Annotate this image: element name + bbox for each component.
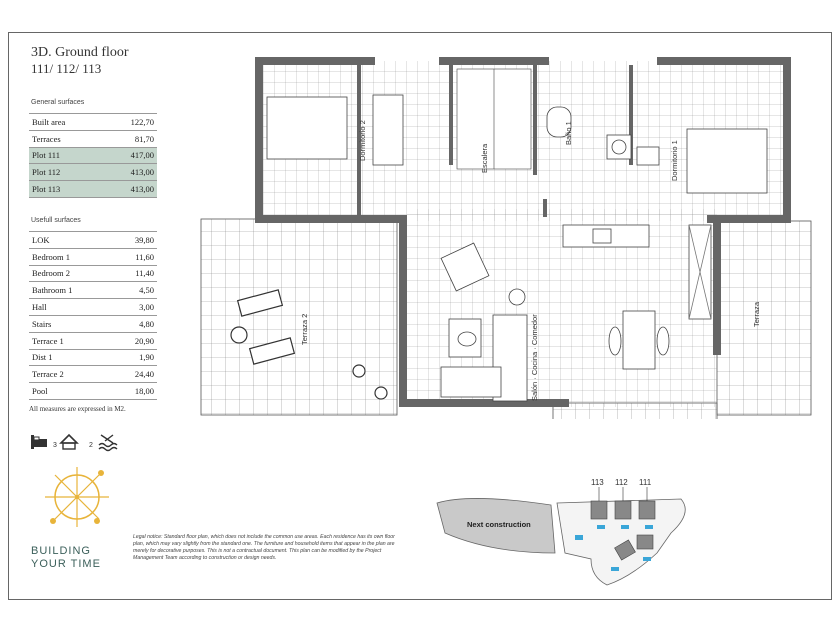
stairs (457, 69, 531, 169)
table-row (29, 164, 157, 181)
bed-2 (267, 97, 347, 159)
useful-surfaces-heading: Usefull surfaces (31, 217, 81, 224)
row-label: Dist 1 (29, 349, 112, 366)
bed-icon (31, 435, 47, 449)
table-row (29, 315, 157, 332)
row-label: Stairs (29, 315, 112, 332)
row-value: 3,00 (112, 299, 157, 316)
row-value: 413,00 (102, 181, 157, 198)
table-row (29, 181, 157, 198)
measures-note: All measures are expressed in M2. (29, 405, 126, 413)
row-value: 413,00 (102, 164, 157, 181)
units-text: 111/ 112/ 113 (31, 61, 102, 76)
table-row (29, 265, 157, 282)
label-dormitorio-2: Dormitorio 2 (358, 120, 367, 161)
plan-title (31, 45, 129, 77)
sun-compass (31, 455, 141, 535)
table-row (29, 366, 157, 383)
row-value: 417,00 (102, 147, 157, 164)
row-value: 4,50 (112, 282, 157, 299)
site-label-111: 111 (639, 478, 652, 487)
general-surfaces-table (29, 113, 157, 198)
row-value: 11,60 (112, 248, 157, 265)
row-value: 18,00 (112, 383, 157, 400)
terrace-area (717, 221, 811, 415)
row-label: Terrace 1 (29, 332, 112, 349)
row-label: LOK (29, 232, 112, 249)
site-label-112: 112 (615, 478, 628, 487)
table-row (29, 349, 157, 366)
row-label: Pool (29, 383, 112, 400)
label-bano-1: Baño 1 (564, 121, 573, 145)
row-label: Bathroom 1 (29, 282, 112, 299)
row-label: Bedroom 2 (29, 265, 112, 282)
row-value: 24,40 (112, 366, 157, 383)
table-row (29, 299, 157, 316)
general-surfaces-heading: General surfaces (31, 99, 85, 106)
row-label: Built area (29, 114, 102, 131)
next-construction-label: Next construction (467, 520, 531, 529)
bedroom-count: 3 (53, 442, 57, 449)
row-value: 11,40 (112, 265, 157, 282)
table-row (29, 282, 157, 299)
floor-plan-sheet (8, 32, 832, 600)
title-text: 3D. Ground floor (31, 45, 129, 60)
row-value: 4,80 (112, 315, 157, 332)
table-row (29, 383, 157, 400)
compass-rose (45, 467, 109, 527)
row-value: 122,70 (102, 114, 157, 131)
table-row (29, 114, 157, 131)
summary-icons (31, 431, 141, 455)
label-terraza: Terraza (752, 301, 761, 327)
row-label: Hall (29, 299, 112, 316)
terrace-2-area (201, 219, 397, 415)
row-value: 81,70 (102, 130, 157, 147)
row-label: Terraces (29, 130, 102, 147)
table-row (29, 232, 157, 249)
pool-icon (99, 435, 117, 451)
table-row (29, 248, 157, 265)
site-label-113: 113 (591, 478, 604, 487)
brand-line1: BUILDING (31, 545, 91, 557)
brand-logo (31, 545, 101, 571)
label-terraza-2: Terraza 2 (300, 313, 309, 345)
brand-line2: YOUR TIME (31, 558, 101, 570)
row-label: Bedroom 1 (29, 248, 112, 265)
wardrobe-2 (373, 95, 403, 165)
table-row (29, 332, 157, 349)
bath-icon (61, 435, 77, 449)
site-plan (431, 473, 693, 593)
row-value: 1,90 (112, 349, 157, 366)
bed-1 (687, 129, 767, 193)
label-dormitorio-1: Dormitorio 1 (670, 140, 679, 181)
row-value: 39,80 (112, 232, 157, 249)
row-label: Plot 113 (29, 181, 102, 198)
legal-notice: Legal notice: Standard floor plan, which does not include the common use areas. Each residence has its own floor plan, which may vary slightly from the standard one. The furniture and household items that appear in the plan are merely for decorative purposes. This is not a contractual document. This plan can be modified by the Project Management Team according to construction or design needs. (133, 534, 395, 561)
row-value: 20,90 (112, 332, 157, 349)
row-label: Plot 112 (29, 164, 102, 181)
label-salon-cocina-comedor: Salón · Cocina · Comedor (530, 314, 539, 401)
label-escalera: Escalera (480, 143, 489, 173)
row-label: Plot 111 (29, 147, 102, 164)
useful-surfaces-table (29, 231, 157, 400)
row-label: Terrace 2 (29, 366, 112, 383)
table-row (29, 130, 157, 147)
floor-plan-drawing (197, 49, 817, 419)
table-row (29, 147, 157, 164)
bathroom-count: 2 (89, 442, 93, 449)
